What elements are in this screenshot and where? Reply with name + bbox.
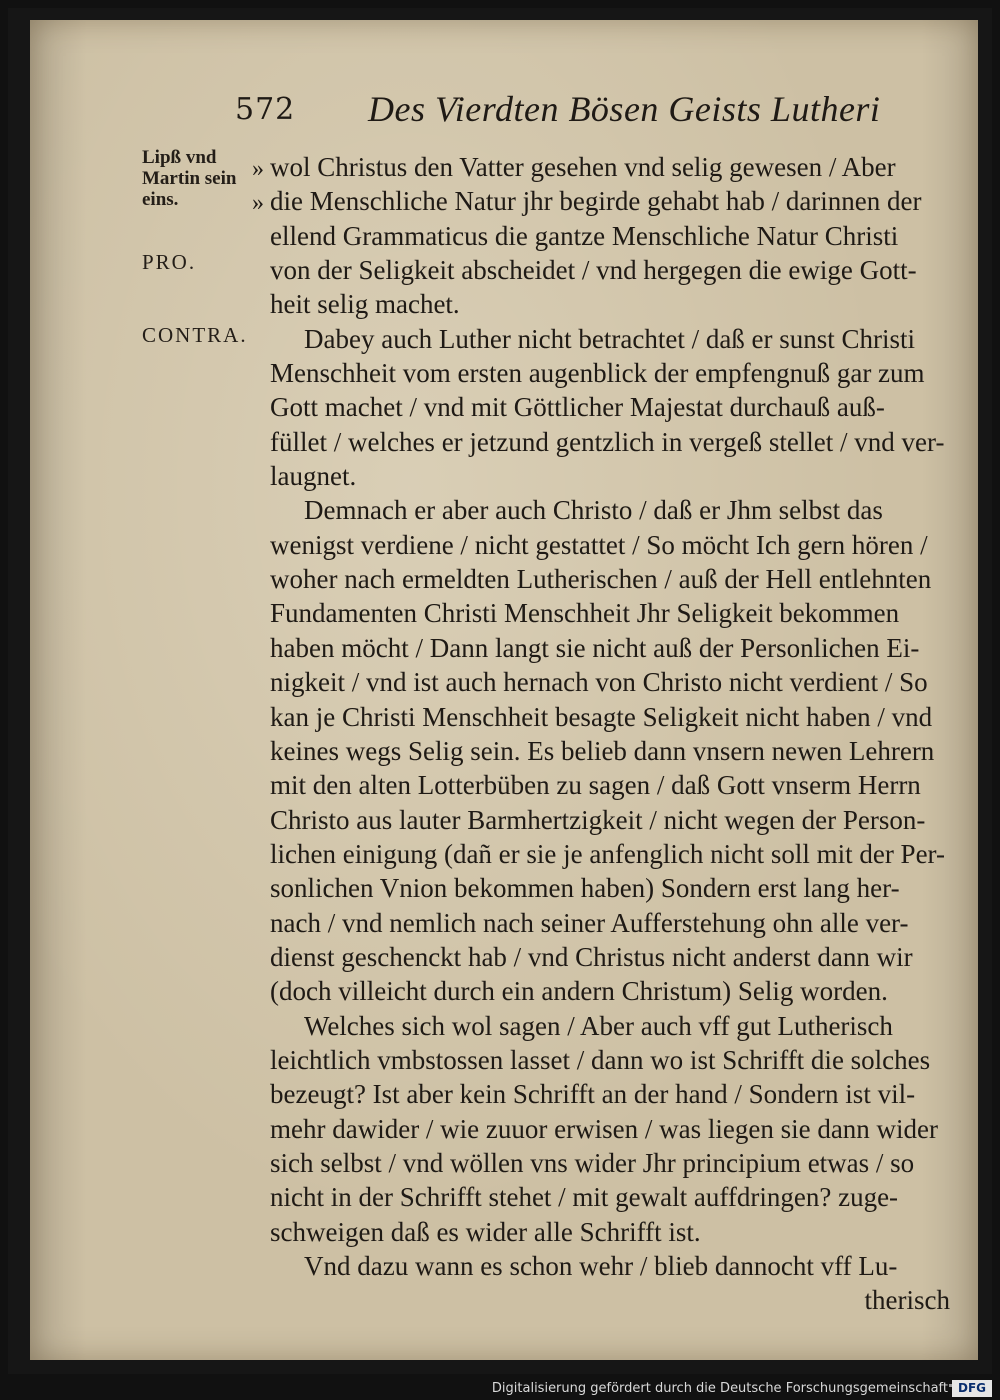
page-number: 572 xyxy=(235,92,296,127)
text-line: » die Menschliche Natur jhr begirde gehabt hab / darinnen der xyxy=(270,184,990,218)
text-line: dienst geschenckt hab / vnd Christus nicht anderst dann wir xyxy=(270,941,913,972)
text-line: Dabey auch Luther nicht betrachtet / daß er sunst Christi xyxy=(304,323,916,354)
text-line: Christo aus lauter Barmhertzigkeit / nicht wegen der Person- xyxy=(270,804,926,835)
text-line: kan je Christi Menschheit besagte Seligkeit nicht haben / vnd xyxy=(270,701,933,732)
marginal-contra: CONTRA. xyxy=(142,323,248,347)
text-line: bezeugt? Ist aber kein Schrifft an der hand / Sondern ist vil- xyxy=(270,1079,916,1110)
dfg-logo: DFG xyxy=(952,1380,992,1397)
text-line: sich selbst / vnd wöllen vns wider Jhr principium etwas / so xyxy=(270,1147,915,1178)
book-page xyxy=(30,20,978,1360)
body-text xyxy=(252,150,990,1318)
text-line: haben möcht / Dann langt sie nicht auß der Personlichen Ei- xyxy=(270,632,920,663)
text-line: ellend Grammaticus die gantze Menschliche Natur Christi xyxy=(270,220,899,251)
marginal-note-line-1: Lipß vnd xyxy=(142,147,217,168)
text-line: keines wegs Selig sein. Es belieb dann vnsern newen Lehrern xyxy=(270,735,935,766)
text-line: (doch villeicht durch ein andern Christum) Selig worden. xyxy=(270,976,888,1007)
text-line: Welches sich wol sagen / Aber auch vff gut Lutherisch xyxy=(304,1010,893,1041)
text-line: leichtlich vmbstossen lasset / dann wo ist Schrifft die solches xyxy=(270,1044,931,1075)
text-line: Demnach er aber auch Christo / daß er Jhm selbst das xyxy=(304,495,883,526)
marginal-pro: PRO. xyxy=(142,250,197,274)
text-line: nach / vnd nemlich nach seiner Aufferstehung ohn alle ver- xyxy=(270,907,909,938)
text-line: » wol Christus den Vatter gesehen vnd selig gewesen / Aber xyxy=(270,150,990,184)
text-line: sonlichen Vnion bekommen haben) Sondern erst lang her- xyxy=(270,873,900,904)
running-title: Des Vierdten Bösen Geists Lutheri xyxy=(368,89,881,129)
text-line: nicht in der Schrifft stehet / mit gewalt auffdringen? zuge- xyxy=(270,1182,899,1213)
quote-mark: » xyxy=(252,190,264,217)
text-line: heit selig machet. xyxy=(270,289,460,320)
marginal-note-line-3: eins. xyxy=(142,189,179,210)
marginal-note-line-2: Martin sein xyxy=(142,168,237,189)
text-line: Menschheit vom ersten augenblick der empfengnuß gar zum xyxy=(270,358,925,389)
text-line: mehr dawider / wie zuuor erwisen / was liegen sie dann wider xyxy=(270,1113,939,1144)
text-line: Vnd dazu wann es schon wehr / blieb dannocht vff Lu- xyxy=(304,1251,898,1281)
text-line: nigkeit / vnd ist auch hernach von Christo nicht verdient / So xyxy=(270,667,928,698)
text-line: mit den alten Lotterbüben zu sagen / daß Gott vnserm Herrn xyxy=(270,770,921,801)
text-line: von der Seligkeit abscheidet / vnd hergegen die ewige Gott- xyxy=(270,255,917,286)
quote-mark: » xyxy=(252,156,264,182)
text-line: wenigst verdiene / nicht gestattet / So möcht Ich gern hören / xyxy=(270,529,928,560)
digitization-credit: Digitalisierung gefördert durch die Deutsche Forschungsgemeinschaft xyxy=(491,1381,948,1396)
catchword: therisch xyxy=(864,1285,950,1316)
text-line: woher nach ermeldten Lutherischen / auß der Hell entlehnten xyxy=(270,564,932,595)
text-line: Gott machet / vnd mit Göttlicher Majestat durchauß auß- xyxy=(270,392,885,423)
text-line: füllet / welches er jetzund gentzlich in vergeß stellet / vnd ver- xyxy=(270,426,945,457)
text-line: Fundamenten Christi Menschheit Jhr Seligkeit bekommen xyxy=(270,598,900,629)
text-line: schweigen daß es wider alle Schrifft ist. xyxy=(270,1216,701,1247)
text-line: lichen einigung (dañ er sie je anfenglich nicht soll mit der Per- xyxy=(270,838,945,869)
text-line: laugnet. xyxy=(270,461,357,492)
